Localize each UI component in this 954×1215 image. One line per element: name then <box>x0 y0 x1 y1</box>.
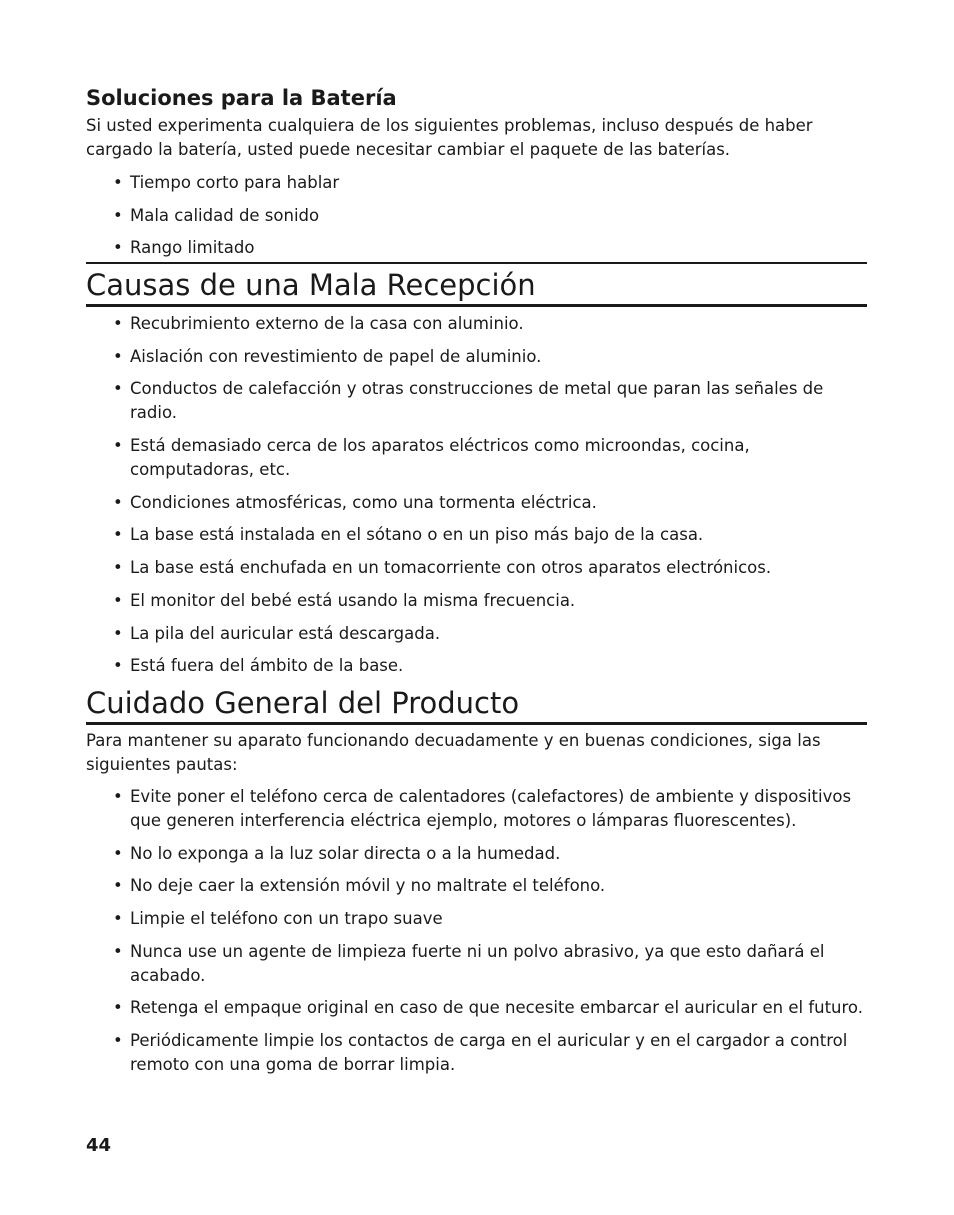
battery-solutions-heading: Soluciones para la Batería <box>86 86 397 110</box>
list-item: • Rango limitado <box>86 236 867 260</box>
bullet-icon: • <box>113 238 123 258</box>
bullet-icon: • <box>113 876 123 896</box>
list-item: • Nunca use un agente de limpieza fuerte ni un polvo abrasivo, ya que esto dañará el acabado. <box>113 941 825 985</box>
poor-reception-heading: Causas de una Mala Recepción <box>86 266 867 307</box>
product-care-heading: Cuidado General del Producto <box>86 684 867 725</box>
bullet-icon: • <box>113 436 123 456</box>
list-item: • Aislación con revestimiento de papel de aluminio. <box>86 345 867 369</box>
bullet-icon: • <box>113 1031 123 1051</box>
bullet-icon: • <box>113 379 123 399</box>
poor-reception-cause-list <box>86 312 867 687</box>
list-item: • Recubrimiento externo de la casa con aluminio. <box>86 312 867 336</box>
section-divider <box>86 262 867 264</box>
product-care-guideline-list <box>86 785 867 1086</box>
list-item: • Evite poner el teléfono cerca de calentadores (calefactores) de ambiente y dispositivos que generen interferencia eléctrica ejemplo, motores o lámparas fluorescentes). <box>113 787 852 830</box>
list-item: • Mala calidad de sonido <box>86 204 867 228</box>
bullet-icon: • <box>113 346 123 366</box>
list-item: • Periódicamente limpie los contactos de carga en el auricular y en el cargador a control remoto con una goma de borrar limpia. <box>113 1031 848 1075</box>
list-item: • Limpie el teléfono con un trapo suave <box>86 907 867 931</box>
bullet-icon: • <box>113 998 123 1018</box>
list-item: • Tiempo corto para hablar <box>86 171 867 195</box>
bullet-icon: • <box>113 525 123 545</box>
bullet-icon: • <box>113 843 123 863</box>
bullet-icon: • <box>113 205 123 225</box>
list-item: • No lo exponga a la luz solar directa o a la humedad. <box>86 842 867 866</box>
page-number: 44 <box>86 1135 112 1156</box>
list-item: • El monitor del bebé está usando la misma frecuencia. <box>86 589 867 613</box>
bullet-icon: • <box>113 909 123 929</box>
battery-intro-text: Si usted experimenta cualquiera de los siguientes problemas, incluso después de haber cargado la batería, usted puede necesitar cambiar el paquete de las baterías. <box>86 116 813 159</box>
product-care-intro-text: Para mantener su aparato funcionando decuadamente y en buenas condiciones, siga las siguientes pautas: <box>86 731 821 774</box>
bullet-icon: • <box>113 173 123 192</box>
bullet-icon: • <box>113 558 123 578</box>
bullet-icon: • <box>113 656 123 676</box>
bullet-icon: • <box>113 492 123 512</box>
list-item: • Retenga el empaque original en caso de que necesite embarcar el auricular en el futuro. <box>86 996 867 1020</box>
list-item: • La base está instalada en el sótano o en un piso más bajo de la casa. <box>86 523 867 547</box>
list-item: • Condiciones atmosféricas, como una tormenta eléctrica. <box>86 491 867 515</box>
list-item: • Está fuera del ámbito de la base. <box>86 654 867 678</box>
bullet-icon: • <box>113 787 123 806</box>
list-item: • Está demasiado cerca de los aparatos eléctricos como microondas, cocina, computadoras, etc. <box>113 436 750 480</box>
list-item: • Conductos de calefacción y otras construcciones de metal que paran las señales de radio. <box>113 379 824 423</box>
bullet-icon: • <box>113 941 123 961</box>
battery-symptom-list <box>86 171 867 269</box>
list-item: • La base está enchufada en un tomacorriente con otros aparatos electrónicos. <box>86 556 867 580</box>
bullet-icon: • <box>113 590 123 610</box>
bullet-icon: • <box>113 314 123 333</box>
list-item: • No deje caer la extensión móvil y no maltrate el teléfono. <box>86 874 867 898</box>
bullet-icon: • <box>113 623 123 643</box>
list-item: • La pila del auricular está descargada. <box>86 622 867 646</box>
